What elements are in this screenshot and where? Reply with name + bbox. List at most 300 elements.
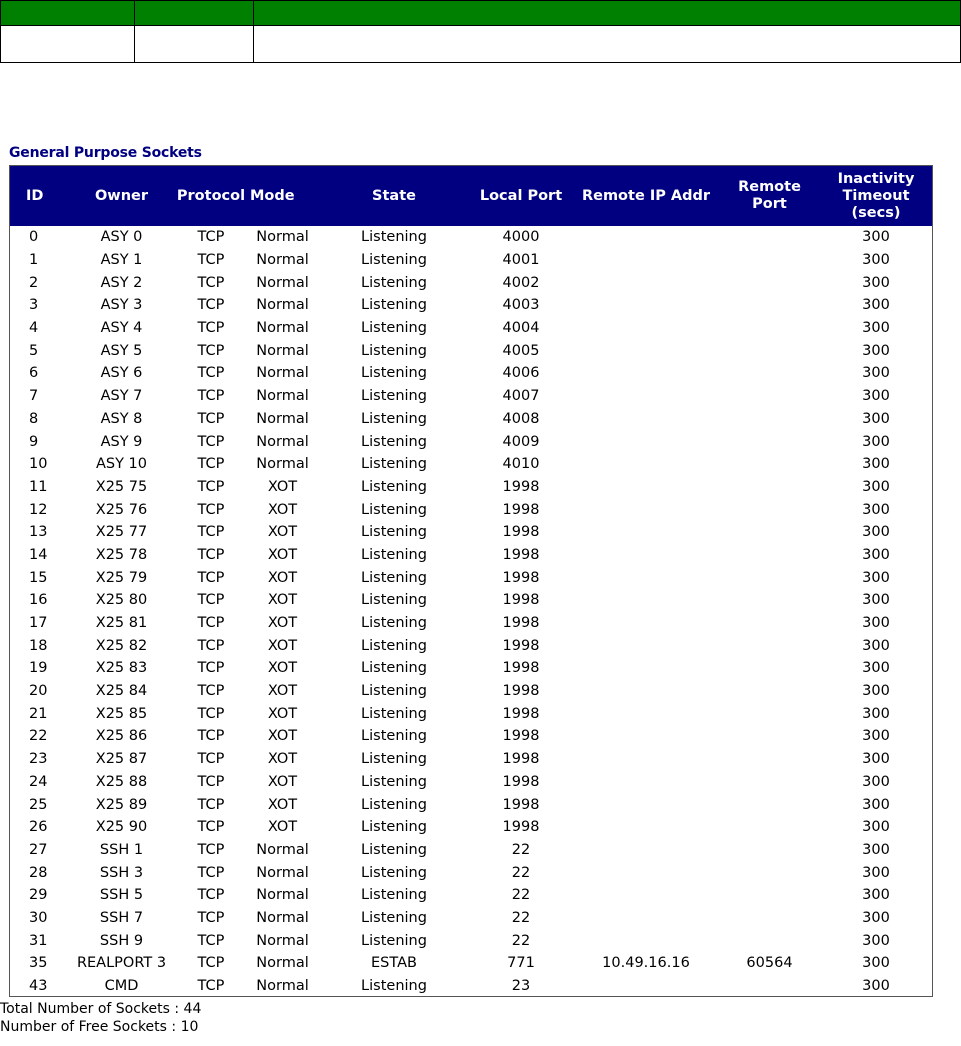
cell-id: 0	[29, 229, 39, 246]
cell-protocol: TCP	[197, 683, 225, 700]
cell-protocol: TCP	[197, 728, 225, 745]
table-row	[10, 453, 933, 476]
cell-protocol: TCP	[197, 955, 225, 972]
cell-remote-ip	[571, 430, 721, 453]
cell-owner: ASY 4	[100, 320, 143, 337]
cell-remote-port	[721, 748, 818, 771]
cell-state: Listening	[361, 683, 427, 700]
cell-owner: X25 76	[95, 501, 148, 518]
cell-remote-ip	[571, 476, 721, 499]
cell-remote-ip	[571, 680, 721, 703]
cell-remote-ip	[571, 226, 721, 249]
col-header-protocol: Protocol	[174, 166, 248, 226]
cell-protocol: TCP	[197, 388, 225, 405]
cell-protocol: TCP	[197, 365, 225, 382]
cell-local-port: 1998	[502, 705, 540, 722]
cell-state: Listening	[361, 932, 427, 949]
cell-id: 28	[29, 864, 48, 881]
cell-timeout: 300	[862, 592, 890, 609]
cell-remote-port	[721, 702, 818, 725]
cell-timeout: 300	[862, 932, 890, 949]
cell-remote-port	[721, 339, 818, 362]
cell-timeout: 300	[862, 297, 890, 314]
col-header-local-port: Local Port	[471, 166, 571, 226]
cell-protocol: TCP	[197, 410, 225, 427]
cell-remote-port	[721, 634, 818, 657]
cell-state: Listening	[361, 728, 427, 745]
cell-local-port: 4007	[502, 388, 540, 405]
cell-remote-port	[721, 725, 818, 748]
cell-remote-ip	[571, 498, 721, 521]
cell-local-port: 22	[511, 841, 531, 858]
cell-owner: X25 89	[95, 796, 148, 813]
cell-state: Listening	[361, 705, 427, 722]
table-row	[10, 952, 933, 975]
cell-protocol: TCP	[197, 864, 225, 881]
cell-id: 11	[29, 478, 48, 495]
cell-state: Listening	[361, 546, 427, 563]
cell-local-port: 4001	[502, 252, 540, 269]
sockets-table-container	[9, 165, 933, 997]
table-row	[10, 408, 933, 431]
cell-timeout: 300	[862, 456, 890, 473]
col-header-remote-port	[721, 166, 818, 226]
cell-remote-ip	[571, 975, 721, 997]
cell-id: 10	[29, 456, 48, 473]
cell-id: 30	[29, 909, 48, 926]
cell-remote-ip	[571, 566, 721, 589]
cell-id: 43	[29, 978, 48, 995]
cell-remote-port	[721, 612, 818, 635]
cell-remote-port	[721, 430, 818, 453]
cell-remote-port	[721, 317, 818, 340]
cell-state: Listening	[361, 433, 427, 450]
cell-mode: XOT	[267, 569, 298, 586]
cell-state: Listening	[361, 773, 427, 790]
cell-remote-port	[721, 861, 818, 884]
cell-mode: Normal	[256, 252, 309, 269]
cell-timeout: 300	[862, 252, 890, 269]
top-header-cell	[1, 1, 135, 26]
cell-remote-port	[721, 362, 818, 385]
cell-owner: ASY 1	[100, 252, 143, 269]
cell-id: 1	[29, 252, 39, 269]
cell-local-port: 4002	[502, 274, 540, 291]
cell-protocol: TCP	[197, 342, 225, 359]
cell-id: 18	[29, 637, 48, 654]
cell-state: Listening	[361, 388, 427, 405]
cell-owner: ASY 9	[100, 433, 143, 450]
cell-mode: XOT	[267, 478, 298, 495]
col-header-timeout-line3: (secs)	[851, 204, 901, 221]
cell-state: Listening	[361, 592, 427, 609]
cell-state: Listening	[361, 909, 427, 926]
cell-remote-port	[721, 249, 818, 272]
table-row	[10, 498, 933, 521]
cell-id: 35	[29, 955, 48, 972]
cell-timeout: 300	[862, 478, 890, 495]
cell-mode: Normal	[256, 864, 309, 881]
cell-owner: SSH 5	[99, 887, 144, 904]
cell-local-port: 1998	[502, 501, 540, 518]
cell-id: 26	[29, 819, 48, 836]
cell-remote-ip	[571, 816, 721, 839]
cell-owner: ASY 5	[100, 342, 143, 359]
cell-id: 8	[29, 410, 39, 427]
cell-protocol: TCP	[197, 887, 225, 904]
cell-state: Listening	[361, 887, 427, 904]
cell-protocol: TCP	[197, 773, 225, 790]
cell-owner: X25 80	[95, 592, 148, 609]
cell-protocol: TCP	[197, 932, 225, 949]
cell-remote-ip	[571, 408, 721, 431]
cell-remote-port	[721, 521, 818, 544]
cell-mode: XOT	[267, 796, 298, 813]
socket-summary	[0, 1000, 201, 1036]
cell-remote-ip	[571, 612, 721, 635]
cell-local-port: 1998	[502, 615, 540, 632]
top-header-cell	[254, 1, 961, 26]
cell-protocol: TCP	[197, 456, 225, 473]
cell-local-port: 4004	[502, 320, 540, 337]
table-row	[10, 249, 933, 272]
cell-owner: SSH 1	[99, 841, 144, 858]
cell-remote-port	[721, 476, 818, 499]
cell-remote-ip	[571, 839, 721, 862]
cell-local-port: 4010	[502, 456, 540, 473]
cell-timeout: 300	[862, 773, 890, 790]
cell-owner: ASY 2	[100, 274, 143, 291]
cell-state: Listening	[361, 569, 427, 586]
cell-mode: XOT	[267, 637, 298, 654]
cell-state: Listening	[361, 796, 427, 813]
cell-mode: XOT	[267, 546, 298, 563]
table-row	[10, 884, 933, 907]
top-header-cell	[135, 1, 254, 26]
cell-state: ESTAB	[371, 955, 417, 972]
cell-remote-port	[721, 271, 818, 294]
cell-remote-ip	[571, 748, 721, 771]
cell-timeout: 300	[862, 796, 890, 813]
table-row	[10, 634, 933, 657]
cell-mode: Normal	[256, 274, 309, 291]
cell-protocol: TCP	[197, 909, 225, 926]
cell-mode: Normal	[256, 410, 309, 427]
total-sockets-text: Total Number of Sockets : 44	[0, 1001, 202, 1017]
cell-state: Listening	[361, 365, 427, 382]
cell-remote-port	[721, 657, 818, 680]
cell-owner: SSH 9	[99, 932, 144, 949]
cell-state: Listening	[361, 456, 427, 473]
table-row	[10, 385, 933, 408]
table-row	[10, 362, 933, 385]
cell-mode: Normal	[256, 456, 309, 473]
table-row	[10, 339, 933, 362]
col-header-timeout-line2: Timeout	[842, 187, 910, 204]
cell-mode: Normal	[256, 388, 309, 405]
cell-owner: X25 86	[95, 728, 148, 745]
cell-remote-ip	[571, 544, 721, 567]
cell-remote-port	[721, 589, 818, 612]
cell-id: 31	[29, 932, 48, 949]
cell-remote-ip	[571, 861, 721, 884]
cell-state: Listening	[361, 864, 427, 881]
top-table-row	[1, 26, 961, 63]
cell-owner: ASY 0	[100, 229, 143, 246]
table-row	[10, 657, 933, 680]
cell-state: Listening	[361, 524, 427, 541]
cell-state: Listening	[361, 229, 427, 246]
cell-protocol: TCP	[197, 478, 225, 495]
cell-state: Listening	[361, 252, 427, 269]
cell-owner: CMD	[104, 978, 139, 995]
cell-protocol: TCP	[197, 660, 225, 677]
cell-local-port: 1998	[502, 524, 540, 541]
cell-id: 23	[29, 751, 48, 768]
cell-protocol: TCP	[197, 433, 225, 450]
cell-remote-port	[721, 294, 818, 317]
cell-owner: ASY 7	[100, 388, 143, 405]
table-row	[10, 476, 933, 499]
table-row	[10, 975, 933, 997]
cell-local-port: 23	[511, 978, 531, 995]
cell-timeout: 300	[862, 229, 890, 246]
cell-timeout: 300	[862, 978, 890, 995]
table-row	[10, 861, 933, 884]
table-row	[10, 589, 933, 612]
cell-state: Listening	[361, 320, 427, 337]
cell-remote-port	[721, 929, 818, 952]
cell-remote-ip	[571, 657, 721, 680]
table-row	[10, 544, 933, 567]
cell-timeout: 300	[862, 705, 890, 722]
cell-protocol: TCP	[197, 978, 225, 995]
cell-mode: Normal	[256, 433, 309, 450]
cell-timeout: 300	[862, 660, 890, 677]
cell-id: 9	[29, 433, 39, 450]
cell-protocol: TCP	[197, 796, 225, 813]
table-row	[10, 612, 933, 635]
cell-local-port: 1998	[502, 546, 540, 563]
cell-remote-ip	[571, 249, 721, 272]
cell-protocol: TCP	[197, 297, 225, 314]
cell-id: 19	[29, 660, 48, 677]
cell-owner: X25 84	[95, 683, 148, 700]
cell-protocol: TCP	[197, 637, 225, 654]
sockets-table-body	[10, 226, 933, 997]
cell-remote-port	[721, 839, 818, 862]
table-row	[10, 907, 933, 930]
table-row	[10, 317, 933, 340]
table-row	[10, 430, 933, 453]
cell-remote-port: 60564	[746, 955, 793, 972]
top-table-header-row	[1, 1, 961, 26]
cell-id: 25	[29, 796, 48, 813]
col-header-timeout	[818, 166, 933, 226]
cell-local-port: 1998	[502, 796, 540, 813]
cell-timeout: 300	[862, 728, 890, 745]
cell-owner: X25 79	[95, 569, 148, 586]
cell-local-port: 4009	[502, 433, 540, 450]
cell-owner: SSH 7	[99, 909, 144, 926]
cell-mode: Normal	[256, 955, 309, 972]
cell-state: Listening	[361, 751, 427, 768]
table-row	[10, 294, 933, 317]
cell-protocol: TCP	[197, 615, 225, 632]
cell-owner: ASY 10	[95, 456, 148, 473]
cell-remote-port	[721, 816, 818, 839]
cell-id: 7	[29, 388, 39, 405]
cell-remote-port	[721, 975, 818, 997]
cell-timeout: 300	[862, 524, 890, 541]
cell-owner: X25 90	[95, 819, 148, 836]
cell-mode: Normal	[256, 932, 309, 949]
cell-timeout: 300	[862, 683, 890, 700]
col-header-state: State	[317, 166, 471, 226]
table-row	[10, 226, 933, 249]
cell-timeout: 300	[862, 637, 890, 654]
cell-mode: Normal	[256, 887, 309, 904]
cell-timeout: 300	[862, 819, 890, 836]
cell-mode: XOT	[267, 728, 298, 745]
cell-remote-port	[721, 385, 818, 408]
cell-id: 6	[29, 365, 39, 382]
cell-state: Listening	[361, 615, 427, 632]
cell-mode: Normal	[256, 342, 309, 359]
cell-timeout: 300	[862, 546, 890, 563]
cell-local-port: 1998	[502, 819, 540, 836]
cell-mode: Normal	[256, 978, 309, 995]
cell-remote-port	[721, 498, 818, 521]
cell-state: Listening	[361, 501, 427, 518]
cell-mode: XOT	[267, 660, 298, 677]
cell-state: Listening	[361, 819, 427, 836]
cell-remote-port	[721, 566, 818, 589]
cell-local-port: 1998	[502, 592, 540, 609]
table-row	[10, 793, 933, 816]
cell-remote-port	[721, 453, 818, 476]
cell-protocol: TCP	[197, 546, 225, 563]
cell-local-port: 4005	[502, 342, 540, 359]
cell-remote-ip	[571, 884, 721, 907]
col-header-remote-port-line2: Port	[752, 196, 787, 212]
cell-owner: X25 78	[95, 546, 148, 563]
top-table-cell	[135, 26, 254, 63]
table-row	[10, 816, 933, 839]
cell-remote-port	[721, 680, 818, 703]
table-row	[10, 702, 933, 725]
cell-mode: XOT	[267, 773, 298, 790]
cell-mode: Normal	[256, 320, 309, 337]
cell-id: 3	[29, 297, 39, 314]
cell-timeout: 300	[862, 388, 890, 405]
cell-local-port: 1998	[502, 773, 540, 790]
cell-state: Listening	[361, 410, 427, 427]
table-row	[10, 566, 933, 589]
cell-mode: Normal	[256, 297, 309, 314]
cell-protocol: TCP	[197, 524, 225, 541]
table-row	[10, 839, 933, 862]
cell-id: 16	[29, 592, 48, 609]
cell-owner: X25 85	[95, 705, 148, 722]
cell-mode: Normal	[256, 909, 309, 926]
cell-id: 21	[29, 705, 48, 722]
cell-remote-port	[721, 544, 818, 567]
cell-remote-ip	[571, 521, 721, 544]
col-header-id: ID	[10, 166, 69, 226]
cell-local-port: 1998	[502, 478, 540, 495]
cell-local-port: 22	[511, 887, 531, 904]
table-row	[10, 748, 933, 771]
cell-id: 17	[29, 615, 48, 632]
cell-protocol: TCP	[197, 229, 225, 246]
cell-mode: XOT	[267, 524, 298, 541]
cell-state: Listening	[361, 978, 427, 995]
cell-protocol: TCP	[197, 274, 225, 291]
cell-id: 2	[29, 274, 39, 291]
cell-id: 24	[29, 773, 48, 790]
col-header-remote-ip: Remote IP Addr	[571, 166, 721, 226]
cell-state: Listening	[361, 297, 427, 314]
table-row	[10, 271, 933, 294]
cell-local-port: 22	[511, 864, 531, 881]
table-row	[10, 771, 933, 794]
cell-local-port: 4000	[502, 229, 540, 246]
section-title: General Purpose Sockets	[9, 145, 202, 161]
cell-id: 13	[29, 524, 48, 541]
cell-owner: ASY 3	[100, 297, 143, 314]
cell-owner: SSH 3	[99, 864, 144, 881]
cell-mode: XOT	[267, 751, 298, 768]
cell-timeout: 300	[862, 410, 890, 427]
cell-owner: X25 82	[95, 637, 148, 654]
cell-local-port: 22	[511, 909, 531, 926]
cell-owner: X25 88	[95, 773, 148, 790]
cell-id: 15	[29, 569, 48, 586]
cell-id: 27	[29, 841, 48, 858]
cell-timeout: 300	[862, 751, 890, 768]
cell-timeout: 300	[862, 909, 890, 926]
cell-state: Listening	[361, 841, 427, 858]
cell-remote-ip	[571, 339, 721, 362]
cell-id: 12	[29, 501, 48, 518]
cell-id: 4	[29, 320, 39, 337]
cell-local-port: 1998	[502, 728, 540, 745]
cell-owner: X25 83	[95, 660, 148, 677]
table-row	[10, 725, 933, 748]
cell-mode: XOT	[267, 501, 298, 518]
cell-remote-ip	[571, 385, 721, 408]
cell-timeout: 300	[862, 955, 890, 972]
cell-timeout: 300	[862, 342, 890, 359]
cell-id: 29	[29, 887, 48, 904]
cell-remote-ip	[571, 793, 721, 816]
cell-local-port: 1998	[502, 637, 540, 654]
cell-state: Listening	[361, 637, 427, 654]
cell-mode: XOT	[267, 592, 298, 609]
cell-owner: ASY 6	[100, 365, 143, 382]
cell-remote-ip	[571, 771, 721, 794]
cell-local-port: 22	[511, 932, 531, 949]
cell-mode: Normal	[256, 229, 309, 246]
cell-state: Listening	[361, 342, 427, 359]
cell-protocol: TCP	[197, 320, 225, 337]
cell-mode: XOT	[267, 683, 298, 700]
cell-owner: X25 81	[95, 615, 148, 632]
cell-state: Listening	[361, 478, 427, 495]
cell-timeout: 300	[862, 320, 890, 337]
cell-mode: XOT	[267, 615, 298, 632]
